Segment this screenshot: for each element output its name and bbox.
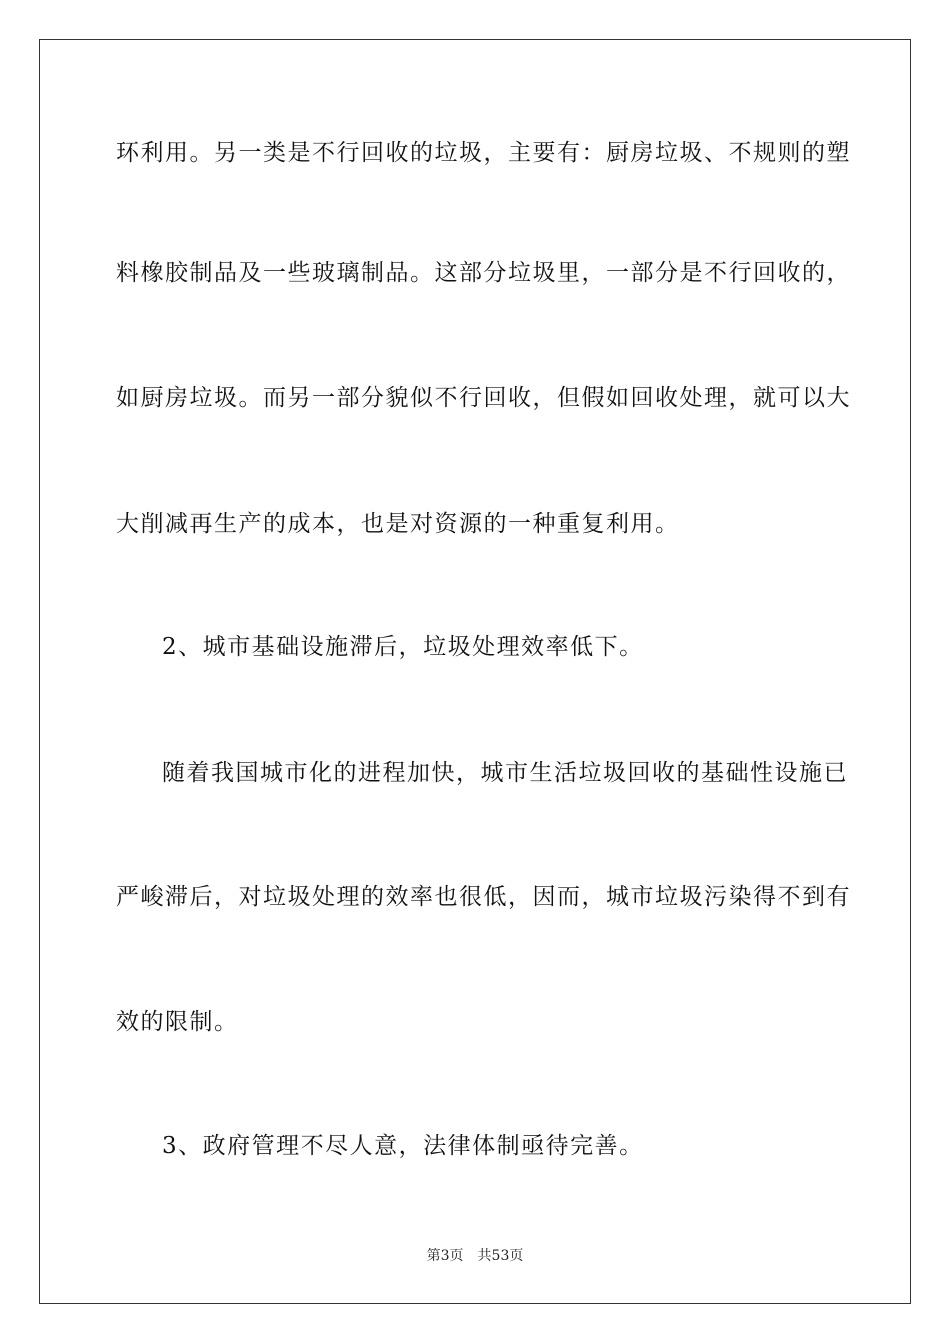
body-text-line: 环利用。另一类是不行回收的垃圾，主要有：厨房垃圾、不规则的塑 (116, 140, 851, 166)
body-text-line: 如厨房垃圾。而另一部分貌似不行回收，但假如回收处理，就可以大 (116, 385, 851, 411)
page-border (39, 39, 911, 1304)
body-text-line: 效的限制。 (116, 1009, 239, 1035)
body-text-line: 大削减再生产的成本，也是对资源的一种重复利用。 (116, 511, 680, 537)
page-footer (0, 1247, 950, 1265)
section-heading: 2、城市基础设施滞后，垃圾处理效率低下。 (162, 634, 644, 660)
body-text-line: 料橡胶制品及一些玻璃制品。这部分垃圾里，一部分是不行回收的， (116, 260, 851, 286)
section-heading: 3、政府管理不尽人意，法律体制亟待完善。 (162, 1133, 644, 1159)
total-pages: 共53页 (477, 1248, 524, 1264)
body-text-line: 严峻滞后，对垃圾处理的效率也很低，因而，城市垃圾污染得不到有 (116, 884, 851, 910)
body-text-line: 随着我国城市化的进程加快，城市生活垃圾回收的基础性设施已 (162, 760, 848, 786)
page-number: 第3页 (426, 1248, 464, 1264)
